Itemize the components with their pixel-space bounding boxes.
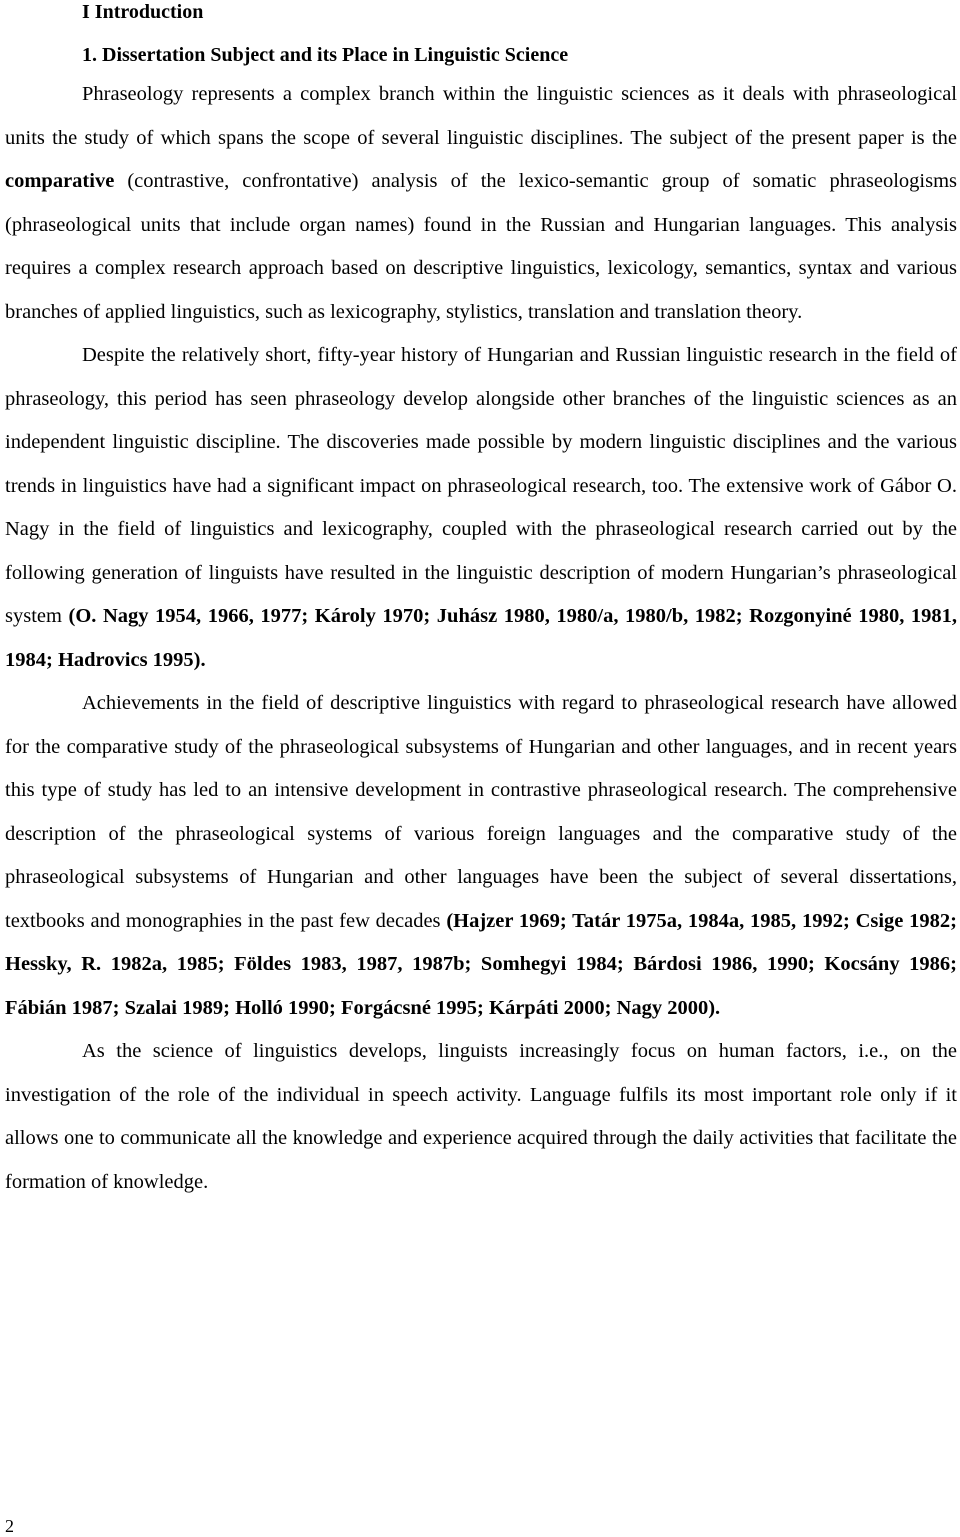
paragraph-2-citations: (O. Nagy 1954, 1966, 1977; Károly 1970; Juhász 1980, 1980/a, 1980/b, 1982; Rozgonyiné 1980, 1981, 1984; Hadrovics 1995). — [5, 605, 957, 671]
paragraph-1 — [5, 73, 957, 334]
paragraph-1-text-2: (contrastive, confrontative) analysis of the lexico-semantic group of somatic phraseologisms (phraseological units that include organ names) found in the Russian and Hungarian languages. This analysis requires a complex research approach based on descriptive linguistics, lexicology, semantics, syntax and various branches of applied linguistics, such as lexicography, stylistics, translation and translation theory. — [5, 170, 957, 323]
paragraph-3-citations: (Hajzer 1969; Tatár 1975a, 1984a, 1985, 1992; Csige 1982; Hessky, R. 1982a, 1985; Földes 1983, 1987, 1987b; Somhegyi 1984; Bárdosi 1986, 1990; Kocsány 1986; Fábián 1987; Szalai 1989; Holló 1990; Forgácsné 1995; Kárpáti 2000; Nagy 2000). — [5, 909, 958, 1019]
paragraph-1-text-1: Phraseology represents a complex branch within the linguistic sciences as it deals with phraseological units the study of which spans the scope of several linguistic disciplines. The subject of the present paper is the — [5, 83, 957, 149]
paragraph-4 — [5, 1030, 957, 1204]
document-page — [5, 0, 957, 1204]
paragraph-2 — [5, 334, 957, 682]
paragraph-3-text: Achievements in the field of descriptive linguistics with regard to phraseological research have allowed for the comparative study of the phraseological subsystems of Hungarian and other languages, and in recent years this type of study has led to an intensive development in contrastive phraseological research. The comprehensive description of the phraseological systems of various foreign languages and the comparative study of the phraseological subsystems of Hungarian and other languages have been the subject of several dissertations, textbooks and monographies in the past few decades — [5, 692, 957, 932]
paragraph-4-text: As the science of linguistics develops, linguists increasingly focus on human factors, i.e., on the investigation of the role of the individual in speech activity. Language fulfils its most important role only if it allows one to communicate all the knowledge and experience acquired through the daily activities that facilitate the formation of knowledge. — [5, 1040, 957, 1193]
paragraph-1-bold-term: comparative — [5, 170, 115, 192]
subsection-heading: 1. Dissertation Subject and its Place in Linguistic Science — [82, 44, 569, 66]
page-number: 2 — [5, 1516, 14, 1536]
section-heading: I Introduction — [82, 1, 204, 23]
paragraph-2-text: Despite the relatively short, fifty-year history of Hungarian and Russian linguistic research in the field of phraseology, this period has seen phraseology develop alongside other branches of the linguistic sciences as an independent linguistic discipline. The discoveries made possible by modern linguistic disciplines and the various trends in linguistics have had a significant impact on phraseological research, too. The extensive work of Gábor O. Nagy in the field of linguistics and lexicography, coupled with the phraseological research carried out by the following generation of linguists have resulted in the linguistic description of modern Hungarian’s phraseological system — [5, 344, 957, 627]
paragraph-3 — [5, 682, 957, 1030]
